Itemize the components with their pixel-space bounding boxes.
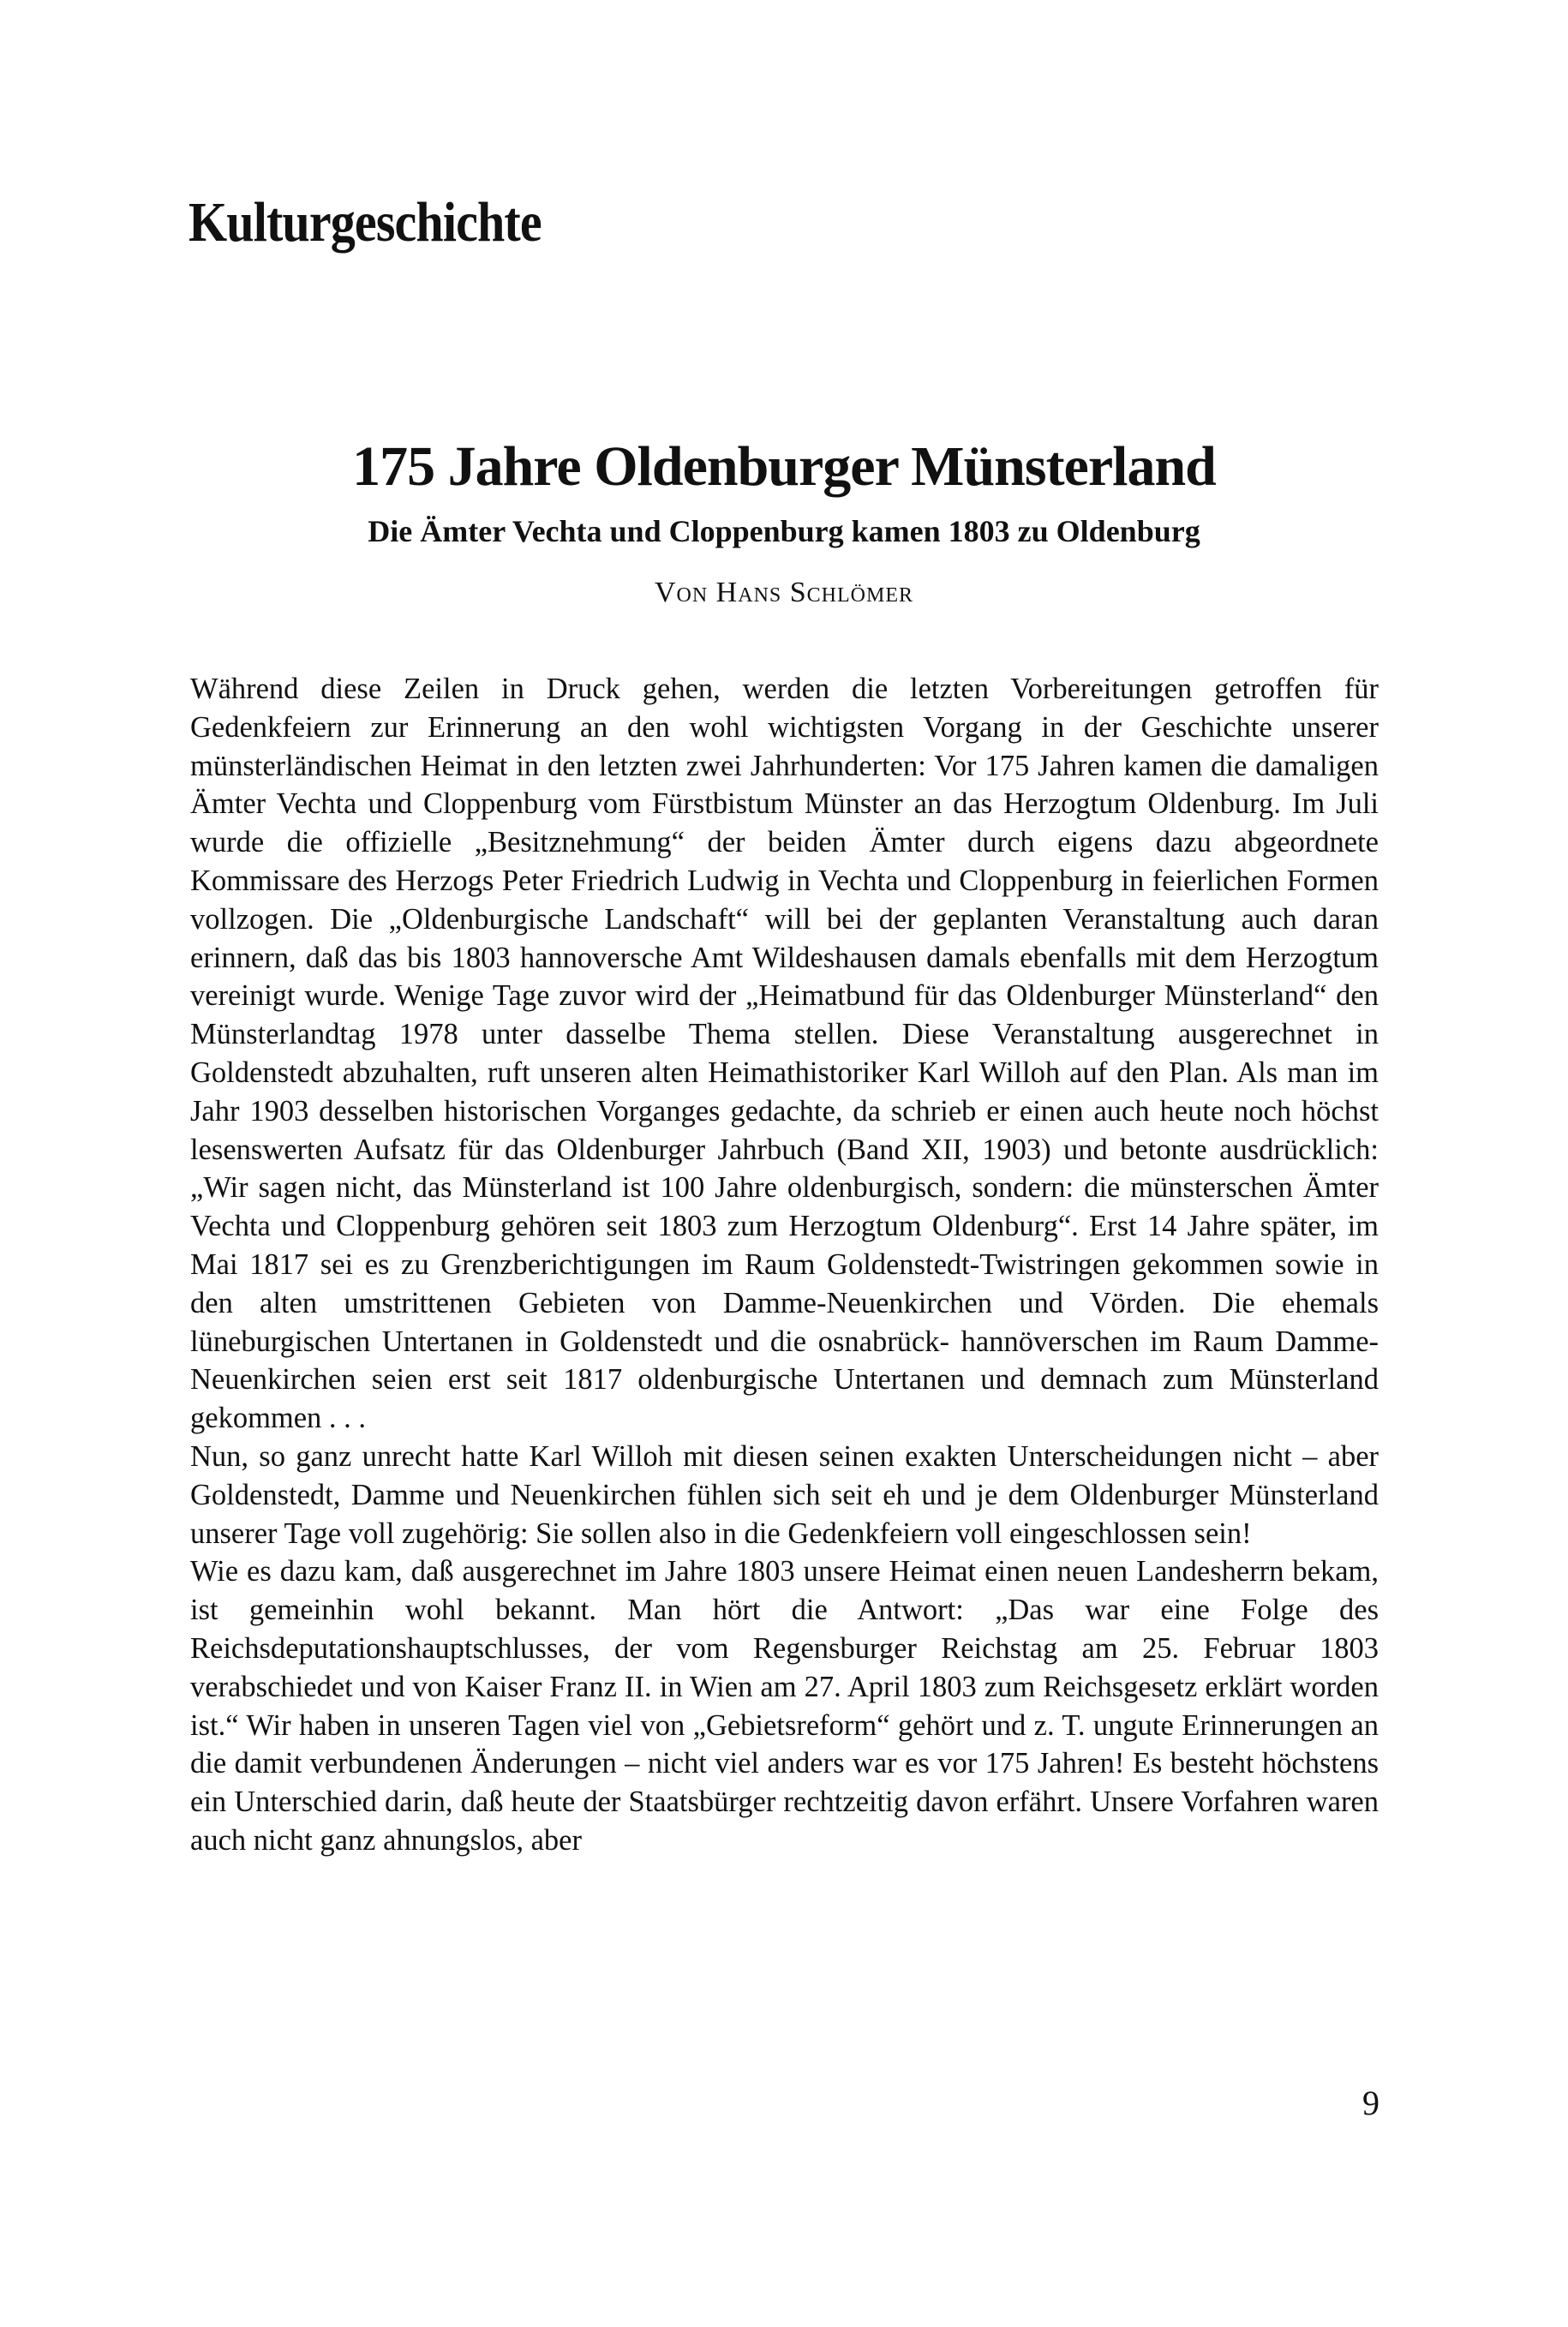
section-title: Kulturgeschichte — [189, 191, 542, 254]
paragraph-2: Nun, so ganz unrecht hatte Karl Willoh mit diesen seinen exakten Unterscheidungen nicht – aber Goldenstedt, Damme und Neuenkirchen fühlen sich seit eh und je dem Oldenburger Münsterland unserer Tage voll zugehörig: Sie sollen also in die Gedenkfeiern voll eingeschlossen sein! — [190, 1439, 1379, 1550]
page-number: 9 — [1362, 2084, 1379, 2122]
article-subtitle: Die Ämter Vechta und Cloppenburg kamen 1803 zu Oldenburg — [368, 514, 1200, 548]
article-body — [190, 670, 1379, 1860]
paragraph-1: Während diese Zeilen in Druck gehen, werden die letzten Vorbereitungen getroffen für Gedenkfeiern zur Erinnerung an den wohl wichtigsten Vorgang in der Geschichte unserer münsterländischen Heimat in den letzten zwei Jahrhunderten: Vor 175 Jahren kamen die damaligen Ämter Vechta und Cloppenburg vom Fürstbistum Münster an das Herzogtum Oldenburg. Im Juli wurde die offizielle „Besitznehmung“ der beiden Ämter durch eigens dazu abgeordnete Kommissare des Herzogs Peter Friedrich Ludwig in Vechta und Cloppenburg in feierlichen Formen vollzogen. Die „Oldenburgische Landschaft“ will bei der geplanten Veranstaltung auch daran erinnern, daß das bis 1803 hannoversche Amt Wildeshausen damals ebenfalls mit dem Herzogtum vereinigt wurde. Wenige Tage zuvor wird der „Heimatbund für das Oldenburger Münsterland“ den Münsterlandtag 1978 unter dasselbe Thema stellen. Diese Veranstaltung ausgerechnet in Goldenstedt abzuhalten, ruft unseren alten Heimathistoriker Karl Willoh auf den Plan. Als man im Jahr 1903 desselben historischen Vorganges gedachte, da schrieb er einen auch heute noch höchst lesenswerten Aufsatz für das Oldenburger Jahrbuch (Band XII, 1903) und betonte ausdrücklich: „Wir sagen nicht, das Münsterland ist 100 Jahre oldenburgisch, sondern: die münsterschen Ämter Vechta und Cloppenburg gehören seit 1803 zum Herzogtum Oldenburg“. Erst 14 Jahre später, im Mai 1817 sei es zu Grenzberichtigungen im Raum Goldenstedt-Twistringen gekommen sowie in den alten umstrittenen Gebieten von Damme-Neuenkirchen und Vörden. Die ehemals lüneburgischen Untertanen in Goldenstedt und die osnabrück- hannöverschen im Raum Damme-Neuenkirchen seien erst seit 1817 oldenburgische Untertanen und demnach zum Münsterland gekommen . . . — [190, 673, 1379, 1435]
article-title: 175 Jahre Oldenburger Münsterland — [352, 435, 1216, 498]
paragraph-3: Wie es dazu kam, daß ausgerechnet im Jahre 1803 unsere Heimat einen neuen Landesherrn bekam, ist gemeinhin wohl bekannt. Man hört die Antwort: „Das war eine Folge des Reichsdeputationshauptschlusses, der vom Regensburger Reichstag am 25. Februar 1803 verabschiedet und von Kaiser Franz II. in Wien am 27. April 1803 zum Reichsgesetz erklärt worden ist.“ Wir haben in unseren Tagen viel von „Gebietsreform“ gehört und z. T. ungute Erinnerungen an die damit verbundenen Änderungen – nicht viel anders war es vor 175 Jahren! Es besteht höchstens ein Unterschied darin, daß heute der Staatsbürger rechtzeitig davon erfährt. Unsere Vorfahren waren auch nicht ganz ahnungslos, aber — [190, 1555, 1379, 1857]
author-byline: Von Hans Schlömer — [654, 577, 914, 608]
